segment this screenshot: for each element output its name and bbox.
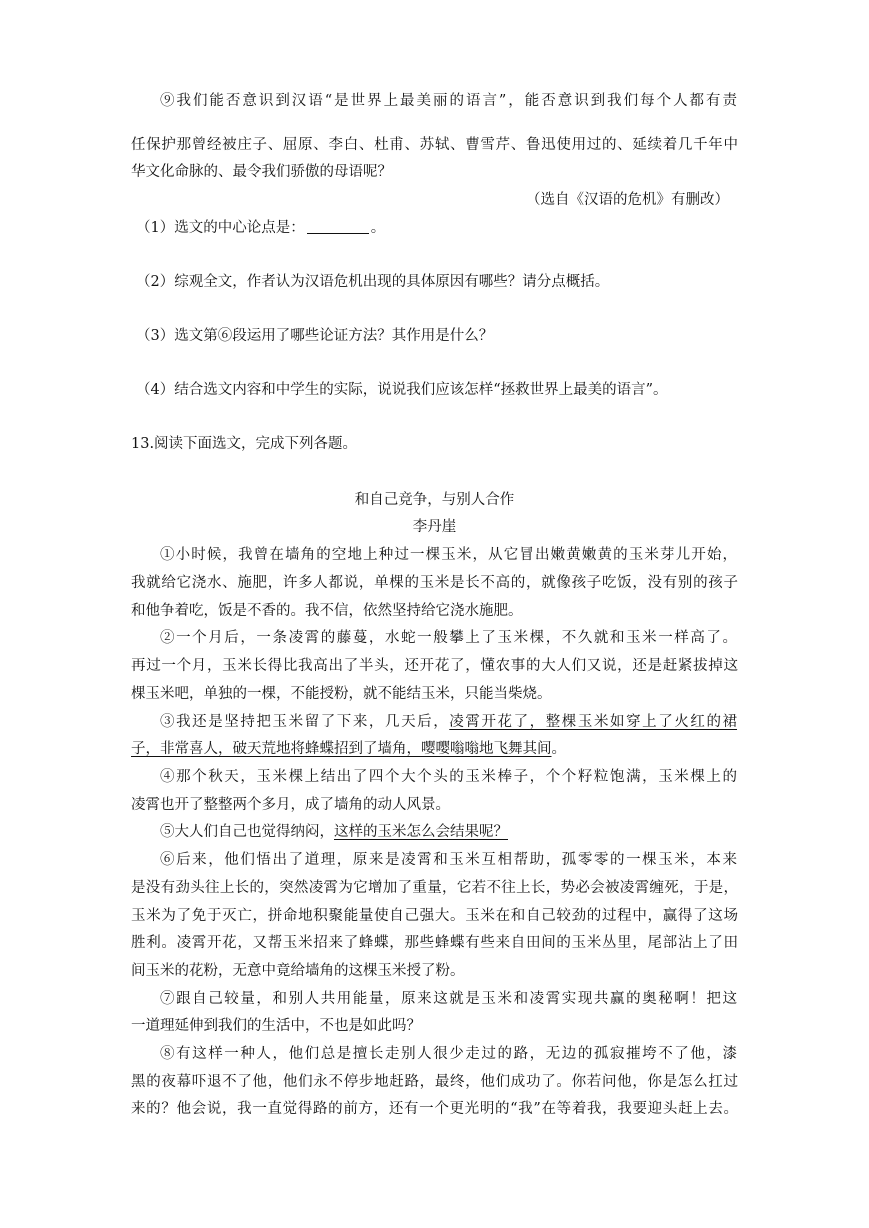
underlined-sentence: 凌霄开花了，整棵玉米如穿上了火红的裙 [449,714,738,730]
article-p6-line-1: ⑥后来，他们悟出了道理，原来是凌霄和玉米互相帮助，孤零零的一棵玉米，本来 [160,852,737,868]
passage-a-p9-line-1: ⑨我们能否意识到汉语“是世界上最美丽的语言”，能否意识到我们每个人都有责 [160,93,737,109]
passage-a-p9-line-3: 华文化命脉的、最令我们骄傲的母语呢？ [131,164,392,180]
article-p5-text: ⑤大人们自己也觉得纳闷， [160,824,334,840]
article-p7-line-1: ⑦跟自己较量，和别人共用能量，原来这就是玉米和凌霄实现共赢的奥秘啊！把这 [160,991,737,1007]
article-p1-line-3: 和他争着吃，饭是不香的。我不信，依然坚持给它浇水施肥。 [131,603,523,619]
underlined-sentence-cont: 子，非常喜人，破天荒地将蜂蝶招到了墙角，嘤嘤嗡嗡地飞舞其间 [131,741,552,757]
article-p4-line-1: ④那个秋天，玉米棵上结出了四个大个头的玉米棒子，个个籽粒饱满，玉米棵上的 [160,769,737,785]
article-p7-line-2: 一道理延伸到我们的生活中，不也是如此吗？ [131,1018,421,1034]
article-p1-line-1: ①小时候，我曾在墙角的空地上种过一棵玉米，从它冒出嫩黄嫩黄的玉米芽儿开始， [160,547,737,563]
underlined-question: 这样的玉米怎么会结果呢？ [334,824,508,840]
article-p2-line-2: 再过一个月，玉米长得比我高出了半头，还开花了，懂农事的大人们又说，还是赶紧拔掉这 [131,658,738,674]
article-p3-line-2 [131,739,738,759]
question-4: （4）结合选文内容和中学生的实际，说说我们应该怎样“拯救世界上最美的语言”。 [136,382,668,398]
question-2: （2）综观全文，作者认为汉语危机出现的具体原因有哪些？请分点概括。 [136,274,610,290]
article-p5 [160,822,737,842]
article-p6-line-3: 玉米为了免于灭亡，拼命地积聚能量使自己强大。玉米在和自己较劲的过程中，赢得了这场 [131,908,738,924]
answer-blank[interactable] [307,219,369,234]
question-1-suffix: 。 [370,220,386,236]
article-p8-line-1: ⑧有这样一种人，他们总是擅长走别人很少走过的路，无边的孤寂摧垮不了他，漆 [160,1046,737,1062]
article-p2-line-1: ②一个月后，一条凌霄的藤蔓，水蛇一般攀上了玉米棵，不久就和玉米一样高了。 [160,630,737,646]
article-title: 和自己竞争，与别人合作 [354,492,515,508]
article-author: 李丹崖 [412,519,457,535]
article-p3-end: 。 [551,741,566,757]
question-1-text: （1）选文的中心论点是： [136,220,305,236]
article-p4-line-2: 凌霄也开了整整两个多月，成了墙角的动人风景。 [131,797,450,813]
article-p2-line-3: 棵玉米吧，单独的一棵，不能授粉，就不能结玉米，只能当柴烧。 [131,686,552,702]
question-1 [136,218,736,238]
question-3: （3）选文第⑥段运用了哪些论证方法？其作用是什么？ [136,328,494,344]
article-p8-line-3: 来的？他会说，我一直觉得路的前方，还有一个更光明的“我”在等着我，我要迎头赶上去。 [131,1101,738,1117]
passage-a-source: （选自《汉语的危机》有删改） [526,192,729,208]
article-p6-line-5: 间玉米的花粉，无意中竟给墙角的这棵玉米授了粉。 [131,963,465,979]
article-p1-line-2: 我就给它浇水、施肥，许多人都说，单棵的玉米是长不高的，就像孩子吃饭，没有别的孩子 [131,575,738,591]
question-13-heading: 13.阅读下面选文，完成下列各题。 [131,436,358,452]
article-p8-line-2: 黑的夜幕吓退不了他，他们永不停步地赶路，最终，他们成功了。你若问他，你是怎么扛过 [131,1074,738,1090]
article-p6-line-4: 胜利。凌霄开花，又帮玉米招来了蜂蝶，那些蜂蝶有些来自田间的玉米丛里，尾部沾上了田 [131,935,738,951]
article-p3-text: ③我还是坚持把玉米留了下来，几天后， [160,714,450,730]
article-p6-line-2: 是没有劲头往上长的，突然凌霄为它增加了重量，它若不往上长，势必会被凌霄缠死，于是， [131,880,738,896]
passage-a-p9-line-2: 任保护那曾经被庄子、屈原、李白、杜甫、苏轼、曹雪芹、鲁迅使用过的、延续着几千年中 [131,137,738,153]
article-p3-line-1 [160,712,737,732]
